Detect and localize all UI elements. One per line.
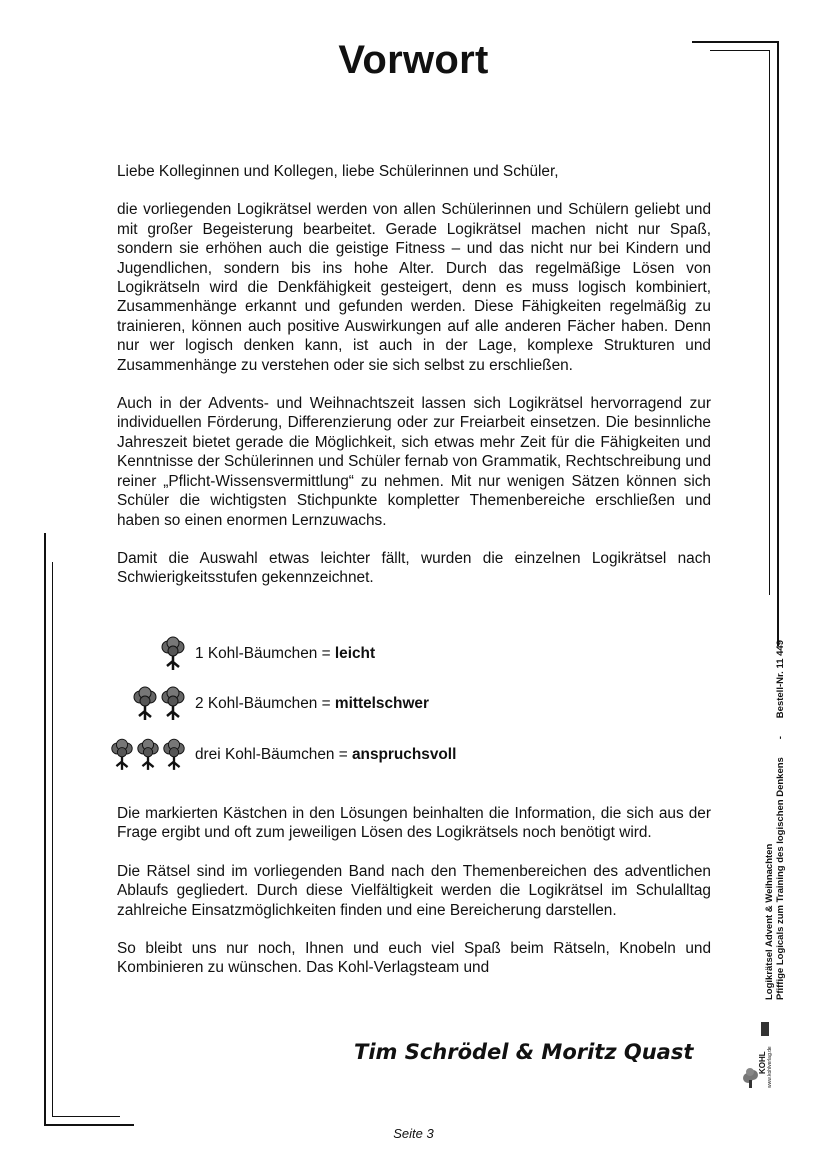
publisher-logo <box>738 1018 773 1090</box>
legend-level: mittelschwer <box>334 695 429 712</box>
tree-icon <box>131 686 159 722</box>
legend-icons-easy <box>109 636 187 672</box>
tree-icon <box>135 737 161 773</box>
paragraph-1: die vorliegenden Logikrätsel werden von allen Schülerinnen und Schülern geliebt und mit großer Begeisterung bearbeitet. Gerade Logikrätsel machen nicht nur Spaß, sondern sie erhöhen auch die geistige Fitness – und das nicht nur bei Kindern und Jugendlichen, sondern bis ins hohe Alter. Durch das regelmäßige Lösen von Logikrätseln wird die Denkfähigkeit gesteigert, denn es muss logisch kombiniert, Zusammenhänge erkannt und gefunden werden. Diese Fähigkeiten regelmäßig zu trainieren, können auch positive Auswirkungen auf alle anderen Fächer haben. Denn nur wer logisch denken kann, ist auch in der Lage, komplexe Strukturen und Zusammenhänge zu verstehen oder sie sich selbst zu erschließen. <box>117 201 711 374</box>
legend-label-hard <box>195 746 456 764</box>
tree-icon <box>159 686 187 722</box>
legend-prefix: 1 Kohl-Bäumchen = <box>195 645 335 662</box>
paragraph-2: Auch in der Advents- und Weihnachtszeit lassen sich Logikrätsel hervorragend zur individuellen Förderung, Differenzierung oder zur Freiarbeit einsetzen. Die besinnliche Jahreszeit bietet gerade die Möglichkeit, sich etwas mehr Zeit für die Fähigkeiten und Kenntnisse der Schülerinnen und Schüler fernab von Grammatik, Rechtschreibung und reiner „Pflicht-Wissensvermittlung“ zu nehmen. Mit nur wenigen Sätzen können sich Schüler die wichtigsten Stichpunkte kompletter Themenbereiche erschließen und haben so einen enormen Lernzuwachs. <box>117 395 711 529</box>
tree-icon <box>109 737 135 773</box>
sidebar-separator: - <box>775 736 786 740</box>
paragraph-4: Die markierten Kästchen in den Lösungen beinhalten die Information, die sich aus der Frage ergibt und oft zum jeweiligen Lösen des Logikrätsels noch benötigt wird. <box>117 805 711 842</box>
greeting: Liebe Kolleginnen und Kollegen, liebe Schülerinnen und Schüler, <box>117 163 559 180</box>
page-title: Vorwort <box>338 38 489 82</box>
sidebar-order-number: Bestell-Nr. 11 449 <box>775 640 786 719</box>
legend-row-hard <box>109 737 456 773</box>
signature: Tim Schrödel & Moritz Quast <box>354 1040 694 1064</box>
legend-row-easy <box>109 636 375 672</box>
paragraph-6: So bleibt uns nur noch, Ihnen und euch viel Spaß beim Rätseln, Knobeln und Kombinieren zu wünschen. Das Kohl-Verlagsteam und <box>117 940 711 977</box>
legend-row-medium <box>109 686 429 722</box>
logo-url: www.kohlverlag.de <box>767 1046 773 1088</box>
legend-label-medium <box>195 695 429 713</box>
paragraph-3: Damit die Auswahl etwas leichter fällt, wurden die einzelnen Logikrätsel nach Schwierigkeitsstufen gekennzeichnet. <box>117 549 711 587</box>
frame-line-bottom-inner <box>52 1116 120 1117</box>
sidebar-line-2: Pfiffige Logicals zum Training des logischen Denkens <box>775 757 786 1000</box>
legend-prefix: 2 Kohl-Bäumchen = <box>195 695 335 712</box>
body-text-top <box>117 162 711 607</box>
frame-line-left-outer <box>44 533 46 1126</box>
frame-line-right-outer <box>777 41 779 646</box>
tree-icon <box>159 636 187 672</box>
body-text-bottom <box>117 804 711 997</box>
legend-icons-hard <box>109 737 187 773</box>
sidebar-line-2-row <box>775 640 786 1000</box>
legend-label-easy <box>195 645 375 663</box>
page-number: Seite 3 <box>393 1126 434 1141</box>
legend-level: leicht <box>334 645 376 662</box>
frame-line-right-inner <box>769 50 770 595</box>
tree-icon <box>161 737 187 773</box>
paragraph-5: Die Rätsel sind im vorliegenden Band nach den Themenbereichen des adventlichen Ablaufs gegliedert. Durch diese Vielfältigkeit werden die Logikrätsel im Schulalltag zahlreiche Einsatzmöglichkeiten finden und eine Bereicherung darstellen. <box>117 862 711 919</box>
legend-level: anspruchsvoll <box>352 746 457 763</box>
frame-line-left-inner <box>52 562 53 1117</box>
legend-icons-medium <box>109 686 187 722</box>
legend-prefix: drei Kohl-Bäumchen = <box>195 746 352 763</box>
logo-text: KOHL <box>758 1051 767 1074</box>
sidebar-line-1: Logikrätsel Advent & Weihnachten <box>764 843 775 1000</box>
sidebar-publication-info <box>764 640 786 1000</box>
